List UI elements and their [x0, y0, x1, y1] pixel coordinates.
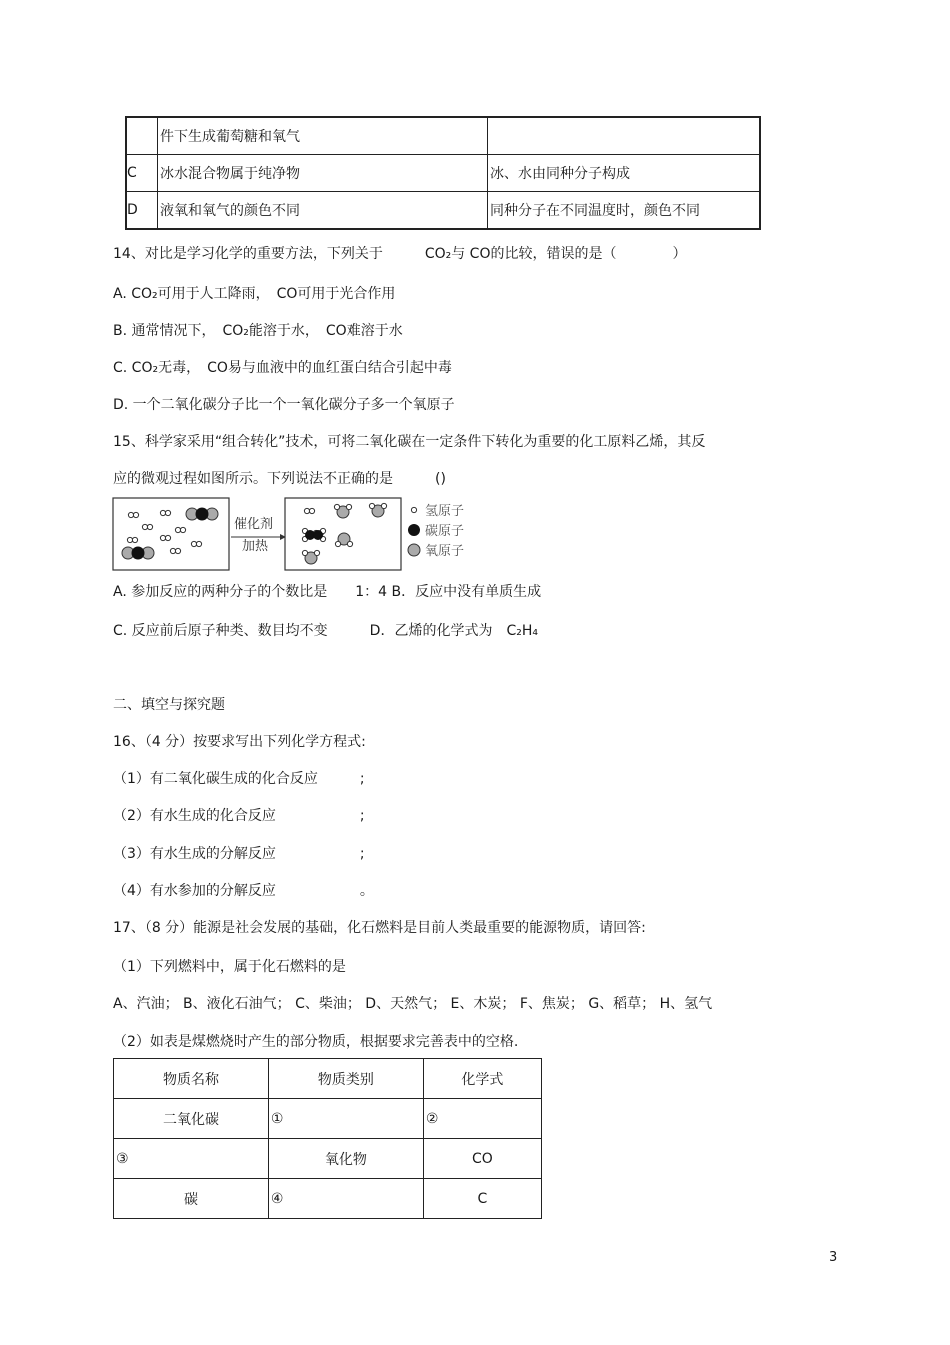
row-label: C: [126, 155, 158, 192]
q17-part2: （2）如表是煤燃烧时产生的部分物质，根据要求完善表中的空格.: [113, 1034, 519, 1050]
legend-oxygen-icon: [408, 544, 420, 556]
page-number: 3: [829, 1250, 838, 1265]
arrow-label-bottom: 加热: [242, 539, 269, 554]
comparison-table-continued: [125, 116, 761, 230]
header-cell: 物质名称: [114, 1059, 269, 1099]
q16-part2: （2）有水生成的化合反应 ;: [113, 808, 365, 824]
table-header-row: [114, 1059, 542, 1099]
q14-option-a: A. CO₂可用于人工降雨， CO可用于光合作用: [113, 286, 396, 302]
q14-option-c: C. CO₂无毒， CO易与血液中的血红蛋白结合引起中毒: [113, 360, 452, 376]
answer-blank: ④: [268, 1179, 423, 1219]
q16-part1: （1）有二氧化碳生成的化合反应 ;: [113, 771, 365, 787]
q15-options-ab: A. 参加反应的两种分子的个数比是 1：4 B．反应中没有单质生成: [113, 584, 542, 600]
section-heading: 二、填空与探究题: [113, 697, 225, 713]
row-label: [126, 117, 158, 155]
q15-options-cd: C. 反应前后原子种类、数目均不变 D．乙烯的化学式为 C₂H₄: [113, 623, 538, 639]
q17-stem: 17、（8 分）能源是社会发展的基础，化石燃料是目前人类最重要的能源物质，请回答:: [113, 920, 646, 936]
row-statement: 液氧和氧气的颜色不同: [158, 192, 488, 230]
row-explanation: 冰、水由同种分子构成: [488, 155, 761, 192]
answer-blank: ②: [423, 1099, 541, 1139]
row-explanation: [488, 117, 761, 155]
table-row: [114, 1179, 542, 1219]
q14-stem: 14、对比是学习化学的重要方法，下列关于 CO₂与 CO的比较，错误的是（ ）: [113, 246, 687, 262]
table-cell: CO: [423, 1139, 541, 1179]
row-statement: 件下生成葡萄糖和氧气: [158, 117, 488, 155]
table-cell: 碳: [114, 1179, 269, 1219]
row-explanation: 同种分子在不同温度时，颜色不同: [488, 192, 761, 230]
answer-blank: ①: [268, 1099, 423, 1139]
header-cell: 化学式: [423, 1059, 541, 1099]
table-cell: 氧化物: [268, 1139, 423, 1179]
legend-hydrogen: 氢原子: [425, 504, 465, 519]
q16-part3: （3）有水生成的分解反应 ;: [113, 846, 365, 862]
q15-stem-line1: 15、科学家采用“组合转化”技术，可将二氧化碳在一定条件下转化为重要的化工原料乙烯，其反: [113, 434, 706, 450]
q17-part1: （1）下列燃料中，属于化石燃料的是: [113, 959, 346, 975]
legend-hydrogen-icon: [411, 507, 416, 512]
co2-molecule: [186, 508, 218, 521]
q17-options: A、汽油； B、液化石油气； C、柴油； D、天然气； E、木炭； F、焦炭； G、稻草； H、氢气: [113, 996, 713, 1012]
row-label: D: [126, 192, 158, 230]
arrow-label-top: 催化剂: [234, 517, 274, 532]
table-row: [126, 192, 760, 230]
reaction-svg: [112, 497, 472, 573]
q16-part4: （4）有水参加的分解反应 。: [113, 883, 374, 899]
legend-carbon-icon: [408, 524, 420, 536]
header-cell: 物质类别: [268, 1059, 423, 1099]
table-row: [126, 117, 760, 155]
table-cell: 二氧化碳: [114, 1099, 269, 1139]
q14-option-b: B. 通常情况下， CO₂能溶于水， CO难溶于水: [113, 323, 403, 339]
legend-carbon: 碳原子: [425, 524, 465, 539]
q15-stem-line2: 应的微观过程如图所示。下列说法不正确的是 (): [113, 471, 446, 487]
answer-blank: ③: [114, 1139, 269, 1179]
reaction-diagram: [112, 497, 472, 573]
table-cell: C: [423, 1179, 541, 1219]
q16-stem: 16、（4 分）按要求写出下列化学方程式:: [113, 734, 366, 750]
row-statement: 冰水混合物属于纯净物: [158, 155, 488, 192]
table-row: [114, 1139, 542, 1179]
table-row: [126, 155, 760, 192]
co2-molecule: [122, 547, 154, 560]
table-row: [114, 1099, 542, 1139]
q14-option-d: D. 一个二氧化碳分子比一个一氧化碳分子多一个氧原子: [113, 397, 455, 413]
coal-combustion-table: [113, 1058, 542, 1219]
legend-oxygen: 氧原子: [425, 544, 465, 559]
